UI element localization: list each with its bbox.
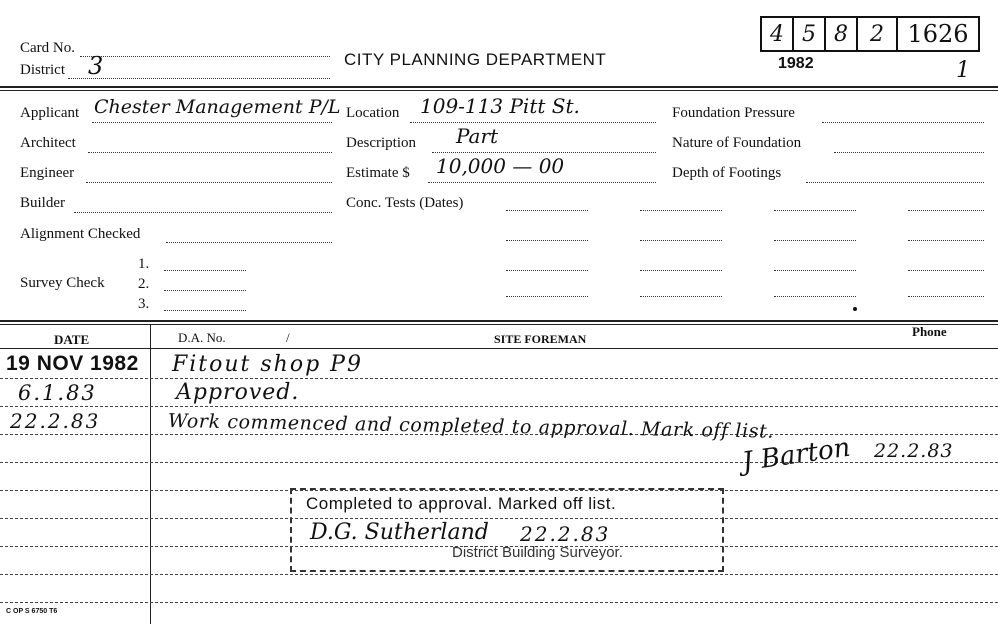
stamp-digit: 2 xyxy=(856,16,898,52)
location-line xyxy=(410,122,656,123)
card-number: 1626 xyxy=(896,16,980,52)
page-title: CITY PLANNING DEPARTMENT xyxy=(344,50,607,69)
card-no-line xyxy=(80,56,330,57)
conc-test-line xyxy=(774,210,856,211)
table-row-date: 6.1.83 xyxy=(18,381,97,405)
phone-header: Phone xyxy=(912,324,947,339)
year: 1982 xyxy=(778,55,814,72)
architect-label: Architect xyxy=(20,135,76,151)
district-label: District xyxy=(20,62,65,78)
survey-line xyxy=(164,270,246,271)
builder-line xyxy=(74,212,332,213)
table-row-date: 22.2.83 xyxy=(10,409,101,433)
engineer-label: Engineer xyxy=(20,165,75,181)
table-row-line xyxy=(0,378,998,379)
table-row-line xyxy=(0,406,998,407)
survey-line xyxy=(164,310,246,311)
alignment-label: Alignment Checked xyxy=(20,226,141,242)
survey-number: 2. xyxy=(138,276,150,292)
survey-number: 3. xyxy=(138,296,150,312)
applicant-value: Chester Management P/L xyxy=(94,96,341,118)
stamp-footer: District Building Surveyor. xyxy=(452,544,623,561)
applicant-label: Applicant xyxy=(20,105,80,121)
stamp-digit: 8 xyxy=(824,16,858,52)
table-row-entry: Approved. xyxy=(176,380,300,405)
card-no-label: Card No. xyxy=(20,40,75,56)
nature-of-foundation-label: Nature of Foundation xyxy=(672,135,802,151)
conc-test-line xyxy=(774,296,856,297)
conc-test-line xyxy=(640,240,722,241)
foreman-signature: J Barton xyxy=(740,432,853,478)
survey-number: 1. xyxy=(138,256,150,272)
depth-of-footings-label: Depth of Footings xyxy=(672,165,782,181)
estimate-line xyxy=(428,182,656,183)
form-code: C OP S 6750 T6 xyxy=(6,608,58,615)
table-row-line xyxy=(0,574,998,575)
stamp-digit: 5 xyxy=(792,16,826,52)
conc-test-line xyxy=(506,296,588,297)
da-no-header: D.A. No. xyxy=(178,330,226,345)
foundation-pressure-line xyxy=(822,122,984,123)
engineer-line xyxy=(86,182,332,183)
conc-test-line xyxy=(908,240,984,241)
corner-mark: 1 xyxy=(956,58,970,83)
location-value: 109-113 Pitt St. xyxy=(420,94,580,118)
table-top-border xyxy=(0,320,998,322)
survey-check-label: Survey Check xyxy=(20,275,105,291)
signature-date: 22.2.83 xyxy=(874,440,954,462)
depth-of-footings-line xyxy=(806,182,984,183)
stamp-text: Completed to approval. Marked off list. xyxy=(306,494,617,513)
conc-test-line xyxy=(506,210,588,211)
estimate-label: Estimate $ xyxy=(346,165,410,181)
conc-test-line xyxy=(774,240,856,241)
architect-line xyxy=(88,152,332,153)
conc-test-line xyxy=(908,270,984,271)
conc-test-line xyxy=(908,296,984,297)
table-row-date: 19 NOV 1982 xyxy=(6,352,139,375)
stamp-digit: 4 xyxy=(760,16,794,52)
conc-test-line xyxy=(506,240,588,241)
conc-test-line xyxy=(640,210,722,211)
conc-test-line xyxy=(908,210,984,211)
description-line xyxy=(432,152,656,153)
survey-line xyxy=(164,290,246,291)
applicant-line xyxy=(92,122,332,123)
table-row-entry: Work commenced and completed to approval. Mark off list. xyxy=(167,410,775,443)
conc-test-line xyxy=(640,270,722,271)
description-label: Description xyxy=(346,135,416,151)
site-foreman-header: SITE FOREMAN xyxy=(494,332,587,346)
conc-test-line xyxy=(640,296,722,297)
ink-dot xyxy=(853,307,857,311)
approval-stamp xyxy=(290,488,724,572)
foundation-pressure-label: Foundation Pressure xyxy=(672,105,795,121)
stamp-signature: D.G. Sutherland xyxy=(310,520,489,545)
estimate-value: 10,000 — 00 xyxy=(436,154,565,178)
table-row-entry: Fitout shop P9 xyxy=(172,352,363,377)
alignment-line xyxy=(166,242,332,243)
builder-label: Builder xyxy=(20,195,65,211)
header-divider-2 xyxy=(0,90,998,91)
conc-test-line xyxy=(774,270,856,271)
date-column-divider xyxy=(150,324,151,624)
table-row-line xyxy=(0,602,998,603)
location-label: Location xyxy=(346,105,400,121)
header-divider xyxy=(0,86,998,88)
da-slash: / xyxy=(286,330,290,345)
conc-test-line xyxy=(506,270,588,271)
conc-tests-label: Conc. Tests (Dates) xyxy=(346,195,464,211)
description-value: Part xyxy=(456,124,499,148)
date-header: DATE xyxy=(54,332,90,347)
nature-of-foundation-line xyxy=(834,152,984,153)
district-line xyxy=(68,78,330,79)
stamp-date: 22.2.83 xyxy=(520,522,611,546)
district-value: 3 xyxy=(88,52,104,80)
